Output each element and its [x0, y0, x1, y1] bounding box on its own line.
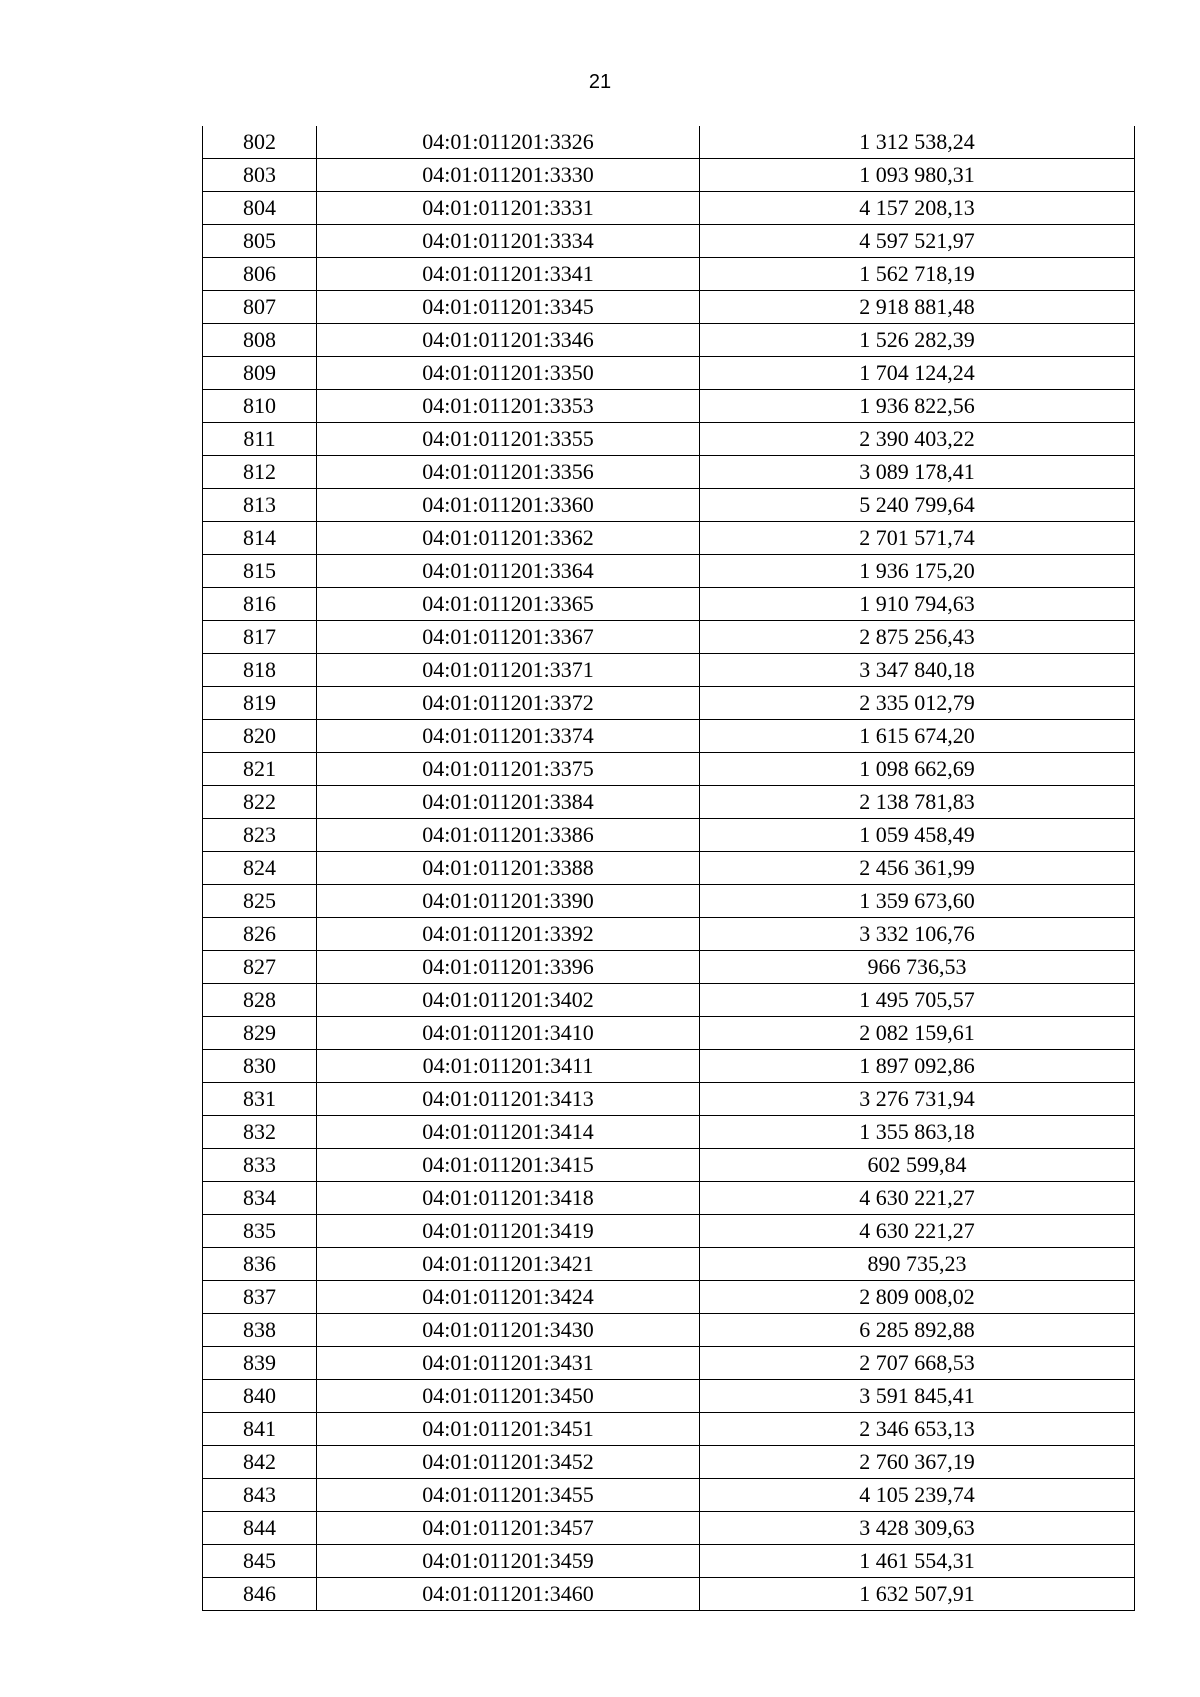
cadastral-value-cell: 1 897 092,86 — [700, 1050, 1135, 1083]
cadastral-number-cell: 04:01:011201:3355 — [317, 423, 700, 456]
table-row — [203, 687, 1135, 720]
cadastral-value-cell: 1 936 175,20 — [700, 555, 1135, 588]
table-row — [203, 522, 1135, 555]
cadastral-number-cell: 04:01:011201:3460 — [317, 1578, 700, 1611]
cadastral-value-cell: 3 089 178,41 — [700, 456, 1135, 489]
cadastral-number-cell: 04:01:011201:3326 — [317, 126, 700, 159]
table-row — [203, 555, 1135, 588]
row-number-cell: 839 — [203, 1347, 317, 1380]
cadastral-number-cell: 04:01:011201:3367 — [317, 621, 700, 654]
cadastral-number-cell: 04:01:011201:3390 — [317, 885, 700, 918]
cadastral-value-cell: 2 456 361,99 — [700, 852, 1135, 885]
row-number-cell: 831 — [203, 1083, 317, 1116]
cadastral-value-cell: 1 562 718,19 — [700, 258, 1135, 291]
cadastral-value-cell: 2 809 008,02 — [700, 1281, 1135, 1314]
cadastral-number-cell: 04:01:011201:3330 — [317, 159, 700, 192]
row-number-cell: 830 — [203, 1050, 317, 1083]
row-number-cell: 806 — [203, 258, 317, 291]
cadastral-value-cell: 1 615 674,20 — [700, 720, 1135, 753]
row-number-cell: 822 — [203, 786, 317, 819]
cadastral-number-cell: 04:01:011201:3388 — [317, 852, 700, 885]
table-row — [203, 885, 1135, 918]
row-number-cell: 812 — [203, 456, 317, 489]
row-number-cell: 846 — [203, 1578, 317, 1611]
cadastral-number-cell: 04:01:011201:3402 — [317, 984, 700, 1017]
cadastral-value-cell: 2 760 367,19 — [700, 1446, 1135, 1479]
cadastral-value-cell: 1 632 507,91 — [700, 1578, 1135, 1611]
table-row — [203, 489, 1135, 522]
cadastral-value-cell: 1 704 124,24 — [700, 357, 1135, 390]
table-row — [203, 654, 1135, 687]
row-number-cell: 836 — [203, 1248, 317, 1281]
cadastral-value-cell: 3 591 845,41 — [700, 1380, 1135, 1413]
table-row — [203, 1380, 1135, 1413]
cadastral-number-cell: 04:01:011201:3411 — [317, 1050, 700, 1083]
table-row — [203, 1479, 1135, 1512]
table-row — [203, 1215, 1135, 1248]
table-row — [203, 1446, 1135, 1479]
cadastral-number-cell: 04:01:011201:3457 — [317, 1512, 700, 1545]
cadastral-number-cell: 04:01:011201:3455 — [317, 1479, 700, 1512]
row-number-cell: 823 — [203, 819, 317, 852]
cadastral-value-cell: 966 736,53 — [700, 951, 1135, 984]
row-number-cell: 844 — [203, 1512, 317, 1545]
table-row — [203, 852, 1135, 885]
table-row — [203, 786, 1135, 819]
cadastral-value-cell: 1 495 705,57 — [700, 984, 1135, 1017]
cadastral-value-cell: 1 936 822,56 — [700, 390, 1135, 423]
cadastral-value-cell: 3 347 840,18 — [700, 654, 1135, 687]
cadastral-value-cell: 3 428 309,63 — [700, 1512, 1135, 1545]
cadastral-number-cell: 04:01:011201:3386 — [317, 819, 700, 852]
table-row — [203, 1512, 1135, 1545]
cadastral-value-cell: 602 599,84 — [700, 1149, 1135, 1182]
cadastral-value-cell: 1 059 458,49 — [700, 819, 1135, 852]
table-row — [203, 1248, 1135, 1281]
cadastral-value-cell: 2 707 668,53 — [700, 1347, 1135, 1380]
cadastral-value-cell: 1 312 538,24 — [700, 126, 1135, 159]
cadastral-number-cell: 04:01:011201:3414 — [317, 1116, 700, 1149]
cadastral-number-cell: 04:01:011201:3334 — [317, 225, 700, 258]
cadastral-number-cell: 04:01:011201:3424 — [317, 1281, 700, 1314]
cadastral-value-cell: 4 597 521,97 — [700, 225, 1135, 258]
table-row — [203, 357, 1135, 390]
table-row — [203, 291, 1135, 324]
table-body — [203, 126, 1135, 1611]
table-row — [203, 1413, 1135, 1446]
cadastral-number-cell: 04:01:011201:3362 — [317, 522, 700, 555]
table-row — [203, 1314, 1135, 1347]
cadastral-value-cell: 4 630 221,27 — [700, 1215, 1135, 1248]
table-row — [203, 918, 1135, 951]
row-number-cell: 834 — [203, 1182, 317, 1215]
table-row — [203, 621, 1135, 654]
cadastral-number-cell: 04:01:011201:3452 — [317, 1446, 700, 1479]
row-number-cell: 819 — [203, 687, 317, 720]
row-number-cell: 828 — [203, 984, 317, 1017]
table-row — [203, 456, 1135, 489]
row-number-cell: 811 — [203, 423, 317, 456]
row-number-cell: 810 — [203, 390, 317, 423]
cadastral-value-cell: 5 240 799,64 — [700, 489, 1135, 522]
cadastral-value-cell: 6 285 892,88 — [700, 1314, 1135, 1347]
table-row — [203, 1578, 1135, 1611]
table-row — [203, 720, 1135, 753]
row-number-cell: 817 — [203, 621, 317, 654]
cadastral-value-cell: 2 346 653,13 — [700, 1413, 1135, 1446]
row-number-cell: 815 — [203, 555, 317, 588]
row-number-cell: 825 — [203, 885, 317, 918]
row-number-cell: 826 — [203, 918, 317, 951]
cadastral-value-table — [202, 126, 1135, 1611]
row-number-cell: 835 — [203, 1215, 317, 1248]
cadastral-value-cell: 3 276 731,94 — [700, 1083, 1135, 1116]
cadastral-value-cell: 2 138 781,83 — [700, 786, 1135, 819]
cadastral-number-cell: 04:01:011201:3421 — [317, 1248, 700, 1281]
row-number-cell: 816 — [203, 588, 317, 621]
cadastral-value-cell: 3 332 106,76 — [700, 918, 1135, 951]
table-row — [203, 1116, 1135, 1149]
cadastral-value-cell: 890 735,23 — [700, 1248, 1135, 1281]
row-number-cell: 808 — [203, 324, 317, 357]
table-row — [203, 1545, 1135, 1578]
cadastral-number-cell: 04:01:011201:3364 — [317, 555, 700, 588]
cadastral-number-cell: 04:01:011201:3353 — [317, 390, 700, 423]
row-number-cell: 833 — [203, 1149, 317, 1182]
row-number-cell: 813 — [203, 489, 317, 522]
cadastral-value-cell: 2 701 571,74 — [700, 522, 1135, 555]
cadastral-number-cell: 04:01:011201:3341 — [317, 258, 700, 291]
table-row — [203, 126, 1135, 159]
cadastral-value-cell: 1 461 554,31 — [700, 1545, 1135, 1578]
row-number-cell: 832 — [203, 1116, 317, 1149]
cadastral-number-cell: 04:01:011201:3346 — [317, 324, 700, 357]
cadastral-value-cell: 4 105 239,74 — [700, 1479, 1135, 1512]
table-row — [203, 1050, 1135, 1083]
cadastral-value-cell: 1 098 662,69 — [700, 753, 1135, 786]
cadastral-number-cell: 04:01:011201:3430 — [317, 1314, 700, 1347]
row-number-cell: 824 — [203, 852, 317, 885]
cadastral-number-cell: 04:01:011201:3396 — [317, 951, 700, 984]
table-row — [203, 1281, 1135, 1314]
cadastral-number-cell: 04:01:011201:3418 — [317, 1182, 700, 1215]
row-number-cell: 803 — [203, 159, 317, 192]
cadastral-number-cell: 04:01:011201:3356 — [317, 456, 700, 489]
row-number-cell: 845 — [203, 1545, 317, 1578]
row-number-cell: 802 — [203, 126, 317, 159]
row-number-cell: 838 — [203, 1314, 317, 1347]
cadastral-value-cell: 4 630 221,27 — [700, 1182, 1135, 1215]
cadastral-number-cell: 04:01:011201:3372 — [317, 687, 700, 720]
table-row — [203, 951, 1135, 984]
table-row — [203, 588, 1135, 621]
table-row — [203, 258, 1135, 291]
cadastral-number-cell: 04:01:011201:3384 — [317, 786, 700, 819]
cadastral-number-cell: 04:01:011201:3371 — [317, 654, 700, 687]
cadastral-value-cell: 1 910 794,63 — [700, 588, 1135, 621]
cadastral-value-cell: 4 157 208,13 — [700, 192, 1135, 225]
cadastral-number-cell: 04:01:011201:3374 — [317, 720, 700, 753]
cadastral-value-cell: 1 526 282,39 — [700, 324, 1135, 357]
row-number-cell: 804 — [203, 192, 317, 225]
table-row — [203, 324, 1135, 357]
table-row — [203, 1182, 1135, 1215]
table-row — [203, 1083, 1135, 1116]
row-number-cell: 814 — [203, 522, 317, 555]
row-number-cell: 805 — [203, 225, 317, 258]
table-row — [203, 159, 1135, 192]
cadastral-number-cell: 04:01:011201:3459 — [317, 1545, 700, 1578]
row-number-cell: 841 — [203, 1413, 317, 1446]
cadastral-number-cell: 04:01:011201:3413 — [317, 1083, 700, 1116]
cadastral-number-cell: 04:01:011201:3375 — [317, 753, 700, 786]
table-row — [203, 1017, 1135, 1050]
cadastral-value-cell: 2 875 256,43 — [700, 621, 1135, 654]
row-number-cell: 809 — [203, 357, 317, 390]
cadastral-value-cell: 2 390 403,22 — [700, 423, 1135, 456]
row-number-cell: 818 — [203, 654, 317, 687]
row-number-cell: 829 — [203, 1017, 317, 1050]
row-number-cell: 821 — [203, 753, 317, 786]
cadastral-number-cell: 04:01:011201:3419 — [317, 1215, 700, 1248]
table-row — [203, 390, 1135, 423]
table-row — [203, 192, 1135, 225]
page-number: 21 — [588, 71, 612, 93]
row-number-cell: 827 — [203, 951, 317, 984]
cadastral-value-cell: 2 335 012,79 — [700, 687, 1135, 720]
cadastral-value-cell: 2 918 881,48 — [700, 291, 1135, 324]
cadastral-number-cell: 04:01:011201:3365 — [317, 588, 700, 621]
cadastral-number-cell: 04:01:011201:3431 — [317, 1347, 700, 1380]
row-number-cell: 820 — [203, 720, 317, 753]
cadastral-number-cell: 04:01:011201:3350 — [317, 357, 700, 390]
cadastral-number-cell: 04:01:011201:3415 — [317, 1149, 700, 1182]
cadastral-number-cell: 04:01:011201:3392 — [317, 918, 700, 951]
cadastral-number-cell: 04:01:011201:3410 — [317, 1017, 700, 1050]
table-row — [203, 225, 1135, 258]
row-number-cell: 842 — [203, 1446, 317, 1479]
table-row — [203, 819, 1135, 852]
table-row — [203, 1347, 1135, 1380]
cadastral-value-cell: 1 359 673,60 — [700, 885, 1135, 918]
row-number-cell: 807 — [203, 291, 317, 324]
table-row — [203, 984, 1135, 1017]
cadastral-value-cell: 1 355 863,18 — [700, 1116, 1135, 1149]
cadastral-number-cell: 04:01:011201:3450 — [317, 1380, 700, 1413]
cadastral-number-cell: 04:01:011201:3331 — [317, 192, 700, 225]
cadastral-value-cell: 2 082 159,61 — [700, 1017, 1135, 1050]
cadastral-number-cell: 04:01:011201:3360 — [317, 489, 700, 522]
cadastral-number-cell: 04:01:011201:3345 — [317, 291, 700, 324]
table-row — [203, 423, 1135, 456]
cadastral-number-cell: 04:01:011201:3451 — [317, 1413, 700, 1446]
row-number-cell: 843 — [203, 1479, 317, 1512]
table-row — [203, 753, 1135, 786]
row-number-cell: 837 — [203, 1281, 317, 1314]
row-number-cell: 840 — [203, 1380, 317, 1413]
cadastral-value-cell: 1 093 980,31 — [700, 159, 1135, 192]
table-row — [203, 1149, 1135, 1182]
